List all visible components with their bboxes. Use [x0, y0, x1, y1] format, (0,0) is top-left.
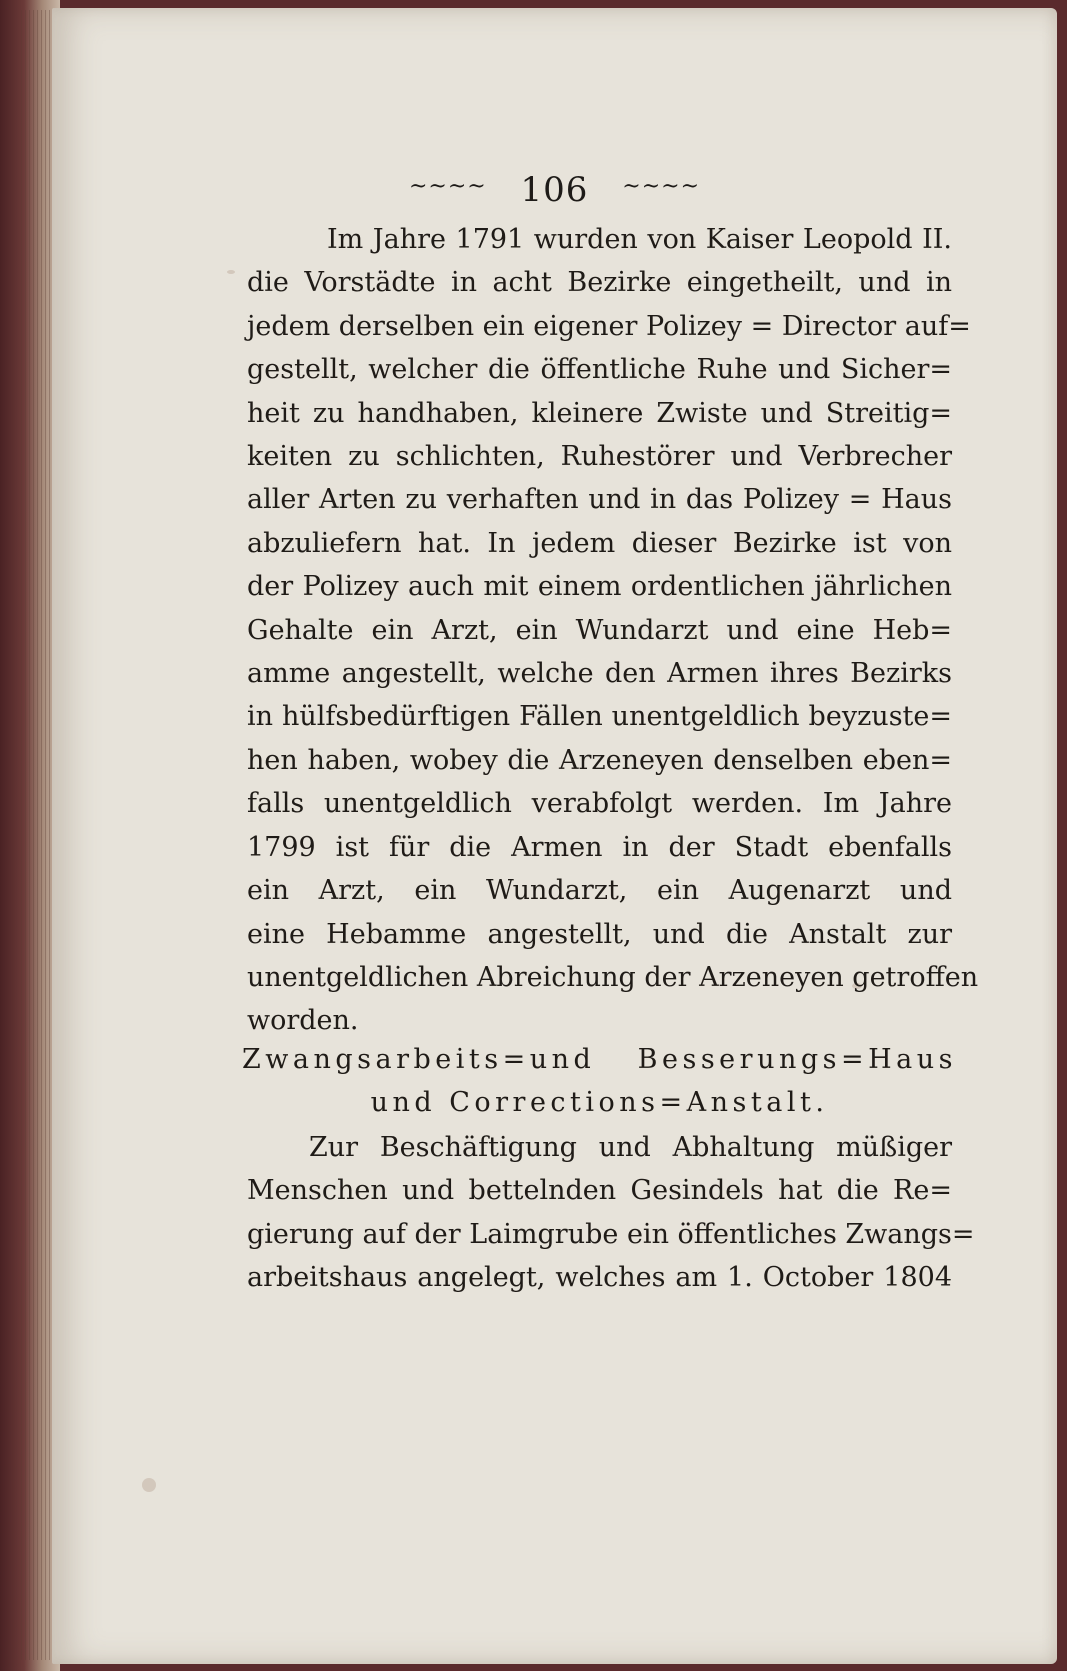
page-header: [52, 170, 1057, 210]
section-heading-line-2: und Corrections=Anstalt.: [370, 1087, 829, 1118]
text-line: abzuliefern hat. In jedem dieser Bezirke ist von: [247, 527, 952, 559]
text-line: die Vorstädte in acht Bezirke eingetheilt, und in: [247, 267, 952, 299]
text-line: jedem derselben ein eigener Polizey = Director auf=: [247, 310, 971, 342]
text-line: gestellt, welcher die öffentliche Ruhe und Sicher=: [247, 354, 952, 386]
text-line: arbeitshaus angelegt, welches am 1. October 1804: [247, 1262, 952, 1294]
text-line: unentgeldlichen Abreichung der Arzeneyen getroffen: [247, 961, 979, 993]
text-line: Zur Beschäftigung und Abhaltung müßiger: [309, 1132, 952, 1163]
text-line: gierung auf der Laimgrube ein öffentliches Zwangs=: [247, 1218, 975, 1250]
page-number: 106: [520, 170, 589, 210]
header-ornament-left: ~~~~: [409, 173, 487, 199]
text-line: Gehalte ein Arzt, ein Wundarzt und eine Heb=: [247, 614, 952, 646]
paper-stain: [142, 1478, 156, 1492]
text-line: Im Jahre 1791 wurden von Kaiser Leopold II.: [327, 224, 952, 255]
text-line: in hülfsbedürftigen Fällen unentgeldlich beyzuste=: [247, 701, 952, 733]
text-line: Menschen und bettelnden Gesindels hat die Re=: [247, 1175, 952, 1207]
section-heading: [242, 1038, 957, 1124]
paper-stain: [227, 270, 235, 274]
book-page-edges: [0, 0, 60, 1671]
text-line: hen haben, wobey die Arzeneyen denselben eben=: [247, 744, 952, 776]
text-line: worden.: [247, 1005, 359, 1037]
text-line: eine Hebamme angestellt, und die Anstalt zur: [247, 918, 952, 950]
text-line: ein Arzt, ein Wundarzt, ein Augenarzt und: [247, 875, 952, 907]
paragraph-workhouse: [247, 1126, 975, 1300]
header-ornament-right: ~~~~: [622, 173, 700, 199]
paragraph-police-districts: [247, 218, 979, 1043]
section-heading-line-1: Zwangsarbeits=und Besserungs=Haus: [242, 1044, 957, 1075]
text-line: falls unentgeldlich verabfolgt werden. Im Jahre: [247, 788, 952, 820]
text-line: keiten zu schlichten, Ruhestörer und Verbrecher: [247, 441, 952, 473]
text-line: 1799 ist für die Armen in der Stadt ebenfalls: [247, 831, 952, 863]
book-page: [52, 8, 1057, 1664]
text-line: aller Arten zu verhaften und in das Polizey = Haus: [247, 484, 952, 516]
text-line: heit zu handhaben, kleinere Zwiste und Streitig=: [247, 397, 952, 429]
text-line: amme angestellt, welche den Armen ihres Bezirks: [247, 658, 952, 690]
text-line: der Polizey auch mit einem ordentlichen jährlichen: [247, 571, 952, 603]
